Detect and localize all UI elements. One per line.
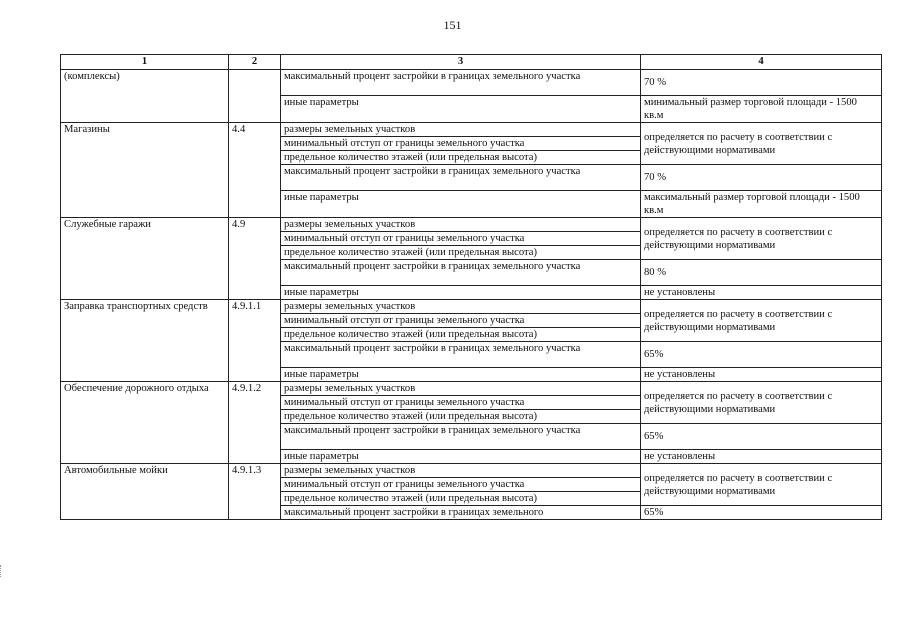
parameter-value: определяется по расчету в соответствии с действующими нормативами bbox=[641, 300, 882, 342]
parameter-value: определяется по расчету в соответствии с действующими нормативами bbox=[641, 464, 882, 506]
parameter-name: иные параметры bbox=[281, 191, 641, 218]
page-number: 151 bbox=[443, 18, 462, 32]
use-type-name: Автомобильные мойки bbox=[61, 464, 229, 520]
parameter-value: определяется по расчету в соответствии с действующими нормативами bbox=[641, 218, 882, 260]
parameter-name: максимальный процент застройки в границах земельного участка bbox=[281, 70, 641, 96]
parameter-value: не установлены bbox=[641, 368, 882, 382]
parameter-value: определяется по расчету в соответствии с действующими нормативами bbox=[641, 123, 882, 165]
parameter-name: иные параметры bbox=[281, 286, 641, 300]
table-row bbox=[61, 300, 882, 314]
margin-mark bbox=[0, 565, 4, 577]
use-type-code: 4.9.1.1 bbox=[229, 300, 281, 382]
parameter-name: минимальный отступ от границы земельного участка bbox=[281, 396, 641, 410]
use-type-code: 4.9 bbox=[229, 218, 281, 300]
use-type-code: 4.9.1.3 bbox=[229, 464, 281, 520]
parameter-name: размеры земельных участков bbox=[281, 464, 641, 478]
table-row bbox=[61, 382, 882, 396]
parameter-value: 65% bbox=[641, 506, 882, 520]
parameter-name: предельное количество этажей (или предельная высота) bbox=[281, 246, 641, 260]
table-header-row bbox=[61, 55, 882, 70]
column-header: 2 bbox=[229, 55, 281, 70]
use-type-code: 4.4 bbox=[229, 123, 281, 218]
parameter-name: размеры земельных участков bbox=[281, 218, 641, 232]
regulations-table bbox=[60, 54, 882, 520]
table-row bbox=[61, 218, 882, 232]
parameter-name: минимальный отступ от границы земельного участка bbox=[281, 232, 641, 246]
parameter-value: не установлены bbox=[641, 286, 882, 300]
parameter-name: размеры земельных участков bbox=[281, 382, 641, 396]
parameter-name: размеры земельных участков bbox=[281, 123, 641, 137]
parameter-name: минимальный отступ от границы земельного участка bbox=[281, 314, 641, 328]
parameter-name: предельное количество этажей (или предельная высота) bbox=[281, 410, 641, 424]
parameter-name: размеры земельных участков bbox=[281, 300, 641, 314]
parameter-name: максимальный процент застройки в границах земельного участка bbox=[281, 260, 641, 286]
use-type-name: Обеспечение дорожного отдыха bbox=[61, 382, 229, 464]
parameter-name: иные параметры bbox=[281, 450, 641, 464]
parameter-value: определяется по расчету в соответствии с действующими нормативами bbox=[641, 382, 882, 424]
column-header: 1 bbox=[61, 55, 229, 70]
parameter-value: 70 % bbox=[641, 70, 882, 96]
parameter-name: минимальный отступ от границы земельного участка bbox=[281, 478, 641, 492]
use-type-name: Заправка транспортных средств bbox=[61, 300, 229, 382]
parameter-value: не установлены bbox=[641, 450, 882, 464]
table-row bbox=[61, 464, 882, 478]
parameter-name: максимальный процент застройки в границах земельного участка bbox=[281, 342, 641, 368]
parameter-name: предельное количество этажей (или предельная высота) bbox=[281, 492, 641, 506]
column-header: 3 bbox=[281, 55, 641, 70]
table-row bbox=[61, 123, 882, 137]
parameter-name: максимальный процент застройки в границах земельного участка bbox=[281, 165, 641, 191]
parameter-name: предельное количество этажей (или предельная высота) bbox=[281, 328, 641, 342]
parameter-name: максимальный процент застройки в границах земельного участка bbox=[281, 424, 641, 450]
parameter-value: 65% bbox=[641, 342, 882, 368]
use-type-code bbox=[229, 70, 281, 123]
parameter-name: минимальный отступ от границы земельного участка bbox=[281, 137, 641, 151]
parameter-value: минимальный размер торговой площади - 1500 кв.м bbox=[641, 96, 882, 123]
parameter-name: предельное количество этажей (или предельная высота) bbox=[281, 151, 641, 165]
parameter-value: максимальный размер торговой площади - 1500 кв.м bbox=[641, 191, 882, 218]
table-row bbox=[61, 70, 882, 96]
parameter-value: 80 % bbox=[641, 260, 882, 286]
parameter-value: 70 % bbox=[641, 165, 882, 191]
use-type-name: Служебные гаражи bbox=[61, 218, 229, 300]
parameter-name: иные параметры bbox=[281, 368, 641, 382]
column-header: 4 bbox=[641, 55, 882, 70]
table-body bbox=[61, 70, 882, 520]
use-type-name: (комплексы) bbox=[61, 70, 229, 123]
parameter-name: максимальный процент застройки в границах земельного bbox=[281, 506, 641, 520]
use-type-code: 4.9.1.2 bbox=[229, 382, 281, 464]
use-type-name: Магазины bbox=[61, 123, 229, 218]
parameter-name: иные параметры bbox=[281, 96, 641, 123]
parameter-value: 65% bbox=[641, 424, 882, 450]
